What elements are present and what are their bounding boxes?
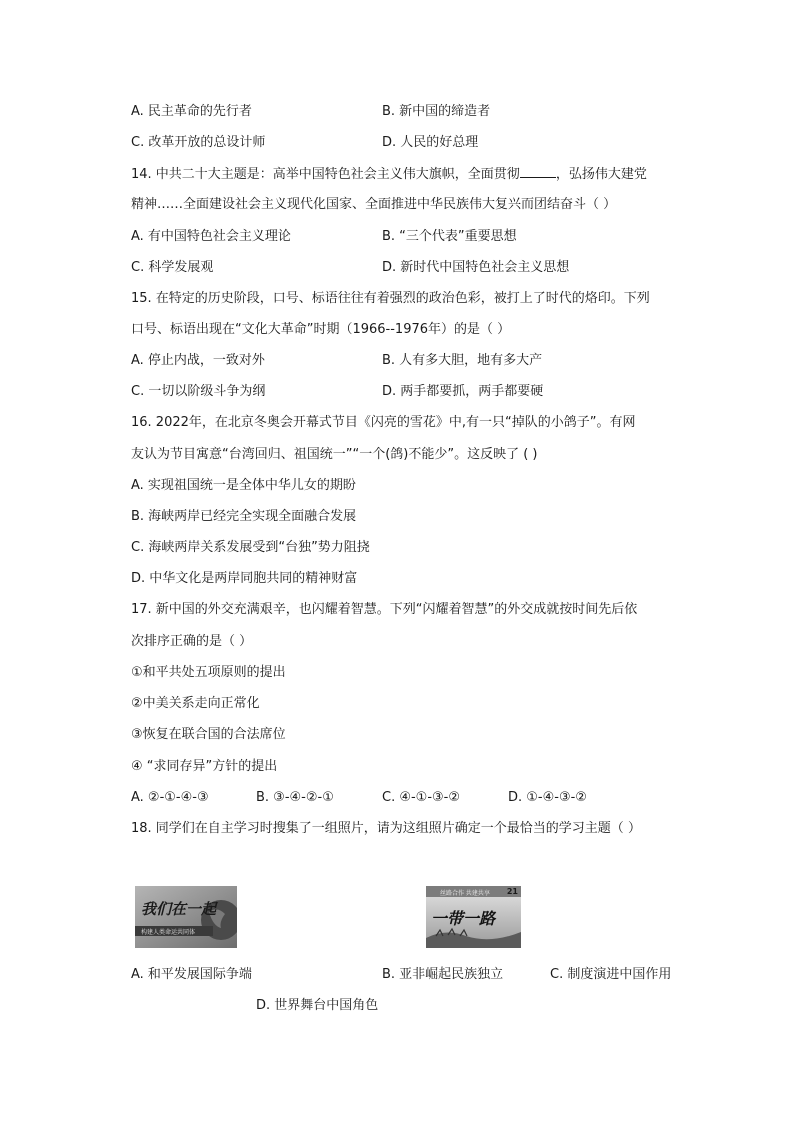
q14-option-a: A. 有中国特色社会主义理论: [131, 229, 291, 244]
q15-option-a: A. 停止内战，一致对外: [131, 353, 265, 368]
q14-stem-line2: 精神……全面建设社会主义现代化国家、全面推进中华民族伟大复兴而团结奋斗（ ）: [131, 197, 617, 212]
photo-belt-and-road: [426, 886, 521, 948]
q14-stem-after-blank: ，弘扬伟大建党: [555, 167, 647, 182]
photo-we-are-together-caption: 构建人类命运共同体: [141, 929, 196, 936]
q17-item-4: ④ “求同存异”方针的提出: [131, 759, 278, 774]
q16-option-a: A. 实现祖国统一是全体中华儿女的期盼: [131, 478, 356, 493]
q13-option-d: D. 人民的好总理: [382, 135, 479, 150]
q16-stem-line1: 16. 2022年，在北京冬奥会开幕式节目《闪亮的雪花》中,有一只“掉队的小鸽子”。有网: [131, 415, 636, 430]
q16-option-b: B. 海峡两岸已经完全实现全面融合发展: [131, 509, 357, 524]
q17-item-3: ③恢复在联合国的合法席位: [131, 727, 286, 742]
q17-option-b: B. ③-④-②-①: [256, 790, 334, 805]
q15-stem-line1: 15. 在特定的历史阶段，口号、标语往往有着强烈的政治色彩，被打上了时代的烙印。下列: [131, 291, 650, 306]
q14-answer-blank: [520, 165, 556, 178]
q18-option-b: B. 亚非崛起民族独立: [382, 967, 504, 982]
q17-item-2: ②中美关系走向正常化: [131, 696, 260, 711]
q18-stem: 18. 同学们在自主学习时搜集了一组照片，请为这组照片确定一个最恰当的学习主题（ ）: [131, 821, 641, 836]
q15-option-d: D. 两手都要抓，两手都要硬: [382, 384, 544, 399]
q15-stem-line2: 口号、标语出现在“文化大革命”时期（1966--1976年）的是（ ）: [131, 322, 511, 337]
q16-option-d: D. 中华文化是两岸同胞共同的精神财富: [131, 571, 358, 586]
photo-we-are-together: [135, 886, 237, 948]
q14-option-b: B. “三个代表”重要思想: [382, 229, 517, 244]
q18-option-d: D. 世界舞台中国角色: [256, 998, 379, 1013]
q13-option-b: B. 新中国的缔造者: [382, 104, 491, 119]
q13-option-c: C. 改革开放的总设计师: [131, 135, 266, 150]
q17-option-d: D. ①-④-③-②: [508, 790, 587, 805]
photo-belt-and-road-badge: 21: [506, 887, 518, 896]
q17-option-a: A. ②-①-④-③: [131, 790, 209, 805]
q17-option-c: C. ④-①-③-②: [382, 790, 461, 805]
q15-option-b: B. 人有多大胆，地有多大产: [382, 353, 543, 368]
q17-stem-line2: 次排序正确的是（ ）: [131, 634, 253, 649]
q16-option-c: C. 海峡两岸关系发展受到“台独”势力阻挠: [131, 540, 370, 555]
q18-option-c: C. 制度演进中国作用: [550, 967, 672, 982]
photo-belt-and-road-title: 一带一路: [431, 909, 496, 928]
q17-stem-line1: 17. 新中国的外交充满艰辛，也闪耀着智慧。下列“闪耀着智慧”的外交成就按时间先后依: [131, 602, 638, 617]
q18-option-a: A. 和平发展国际争端: [131, 967, 252, 982]
q14-stem-before-blank: 14. 中共二十大主题是：高举中国特色社会主义伟大旗帜，全面贯彻: [131, 167, 520, 182]
photo-belt-and-road-top-text: 丝路合作 共建共享: [440, 890, 490, 897]
q15-option-c: C. 一切以阶级斗争为纲: [131, 384, 266, 399]
q14-option-c: C. 科学发展观: [131, 260, 214, 275]
q14-stem-line1: [131, 165, 647, 184]
q13-option-a: A. 民主革命的先行者: [131, 104, 252, 119]
q14-option-d: D. 新时代中国特色社会主义思想: [382, 260, 570, 275]
photo-we-are-together-title: 我们在一起: [141, 900, 217, 918]
q16-stem-line2: 友认为节目寓意“台湾回归、祖国统一”“一个(鸽)不能少”。这反映了 ( ): [131, 447, 538, 462]
q17-item-1: ①和平共处五项原则的提出: [131, 665, 286, 680]
